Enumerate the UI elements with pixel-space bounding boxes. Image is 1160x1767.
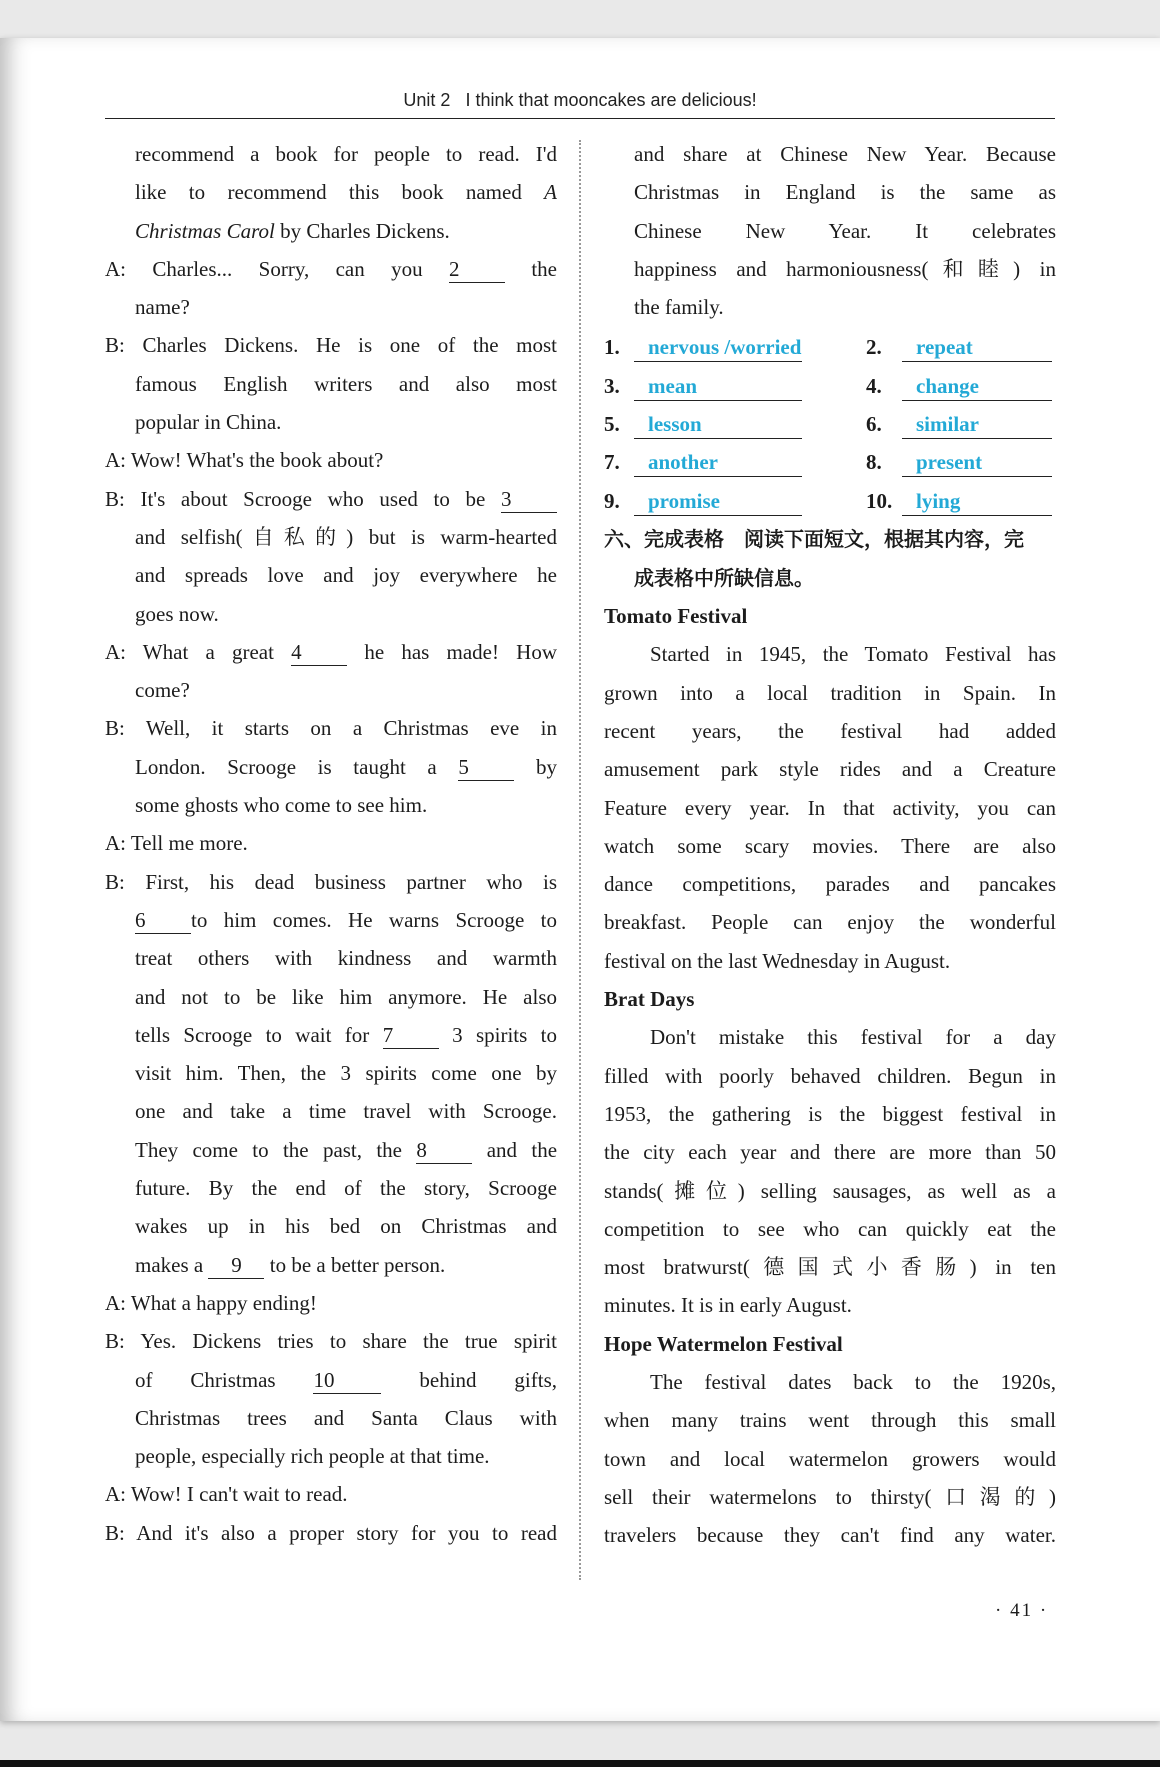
answer-value: present <box>902 448 1052 477</box>
text-line: breakfast. People can enjoy the wonderful <box>604 910 1056 935</box>
dialogue-line <box>105 480 557 518</box>
text-span: like to recommend this book named <box>135 180 522 205</box>
text-span: A: What a great <box>105 639 274 664</box>
unit-title: I think that mooncakes are delicious! <box>465 90 757 110</box>
dialogue-line: and spreads love and joy everywhere he <box>135 563 557 588</box>
bottom-bar <box>0 1760 1160 1767</box>
text-span: behind gifts, <box>419 1367 558 1392</box>
answer-number: 4. <box>866 373 882 398</box>
text-span: the <box>531 256 557 281</box>
blank-3[interactable]: 3 <box>501 486 557 513</box>
dialogue-line <box>105 250 557 288</box>
dialogue-line: goes now. <box>135 601 219 626</box>
text-span: They come to the past, the <box>135 1137 403 1162</box>
page-number: · 41 · <box>995 1600 1049 1621</box>
answer-value: similar <box>902 410 1052 439</box>
blank-7[interactable]: 7 <box>383 1022 439 1049</box>
text-span: B: It's about Scrooge who used to be <box>105 486 486 511</box>
dialogue-line: popular in China. <box>135 410 282 435</box>
text-span: to be a better person. <box>269 1252 446 1277</box>
text-line: stands(摊位) selling sausages, as well as a <box>604 1178 1056 1203</box>
dialogue-line <box>105 748 557 786</box>
text-span: of Christmas <box>135 1367 276 1392</box>
festival-title: Hope Watermelon Festival <box>604 1331 843 1356</box>
text-line: Feature every year. In that activity, you can <box>604 795 1056 820</box>
text-line <box>105 212 557 250</box>
answer-number: 3. <box>604 373 620 398</box>
text-span: London. Scrooge is taught a <box>135 754 437 779</box>
page-header <box>105 90 1055 114</box>
dialogue-line: B: Yes. Dickens tries to share the true spirit <box>105 1329 557 1354</box>
dialogue-line: visit him. Then, the 3 spirits come one by <box>135 1061 557 1086</box>
text-line: recent years, the festival had added <box>604 718 1056 743</box>
text-line: town and local watermelon growers would <box>604 1446 1056 1471</box>
answer-item <box>604 405 802 443</box>
right-column <box>604 135 1056 1555</box>
text-line: Christmas in England is the same as <box>634 180 1056 205</box>
blank-5[interactable]: 5 <box>458 754 514 781</box>
answer-value: change <box>902 372 1052 401</box>
dialogue-line: and selfish(自私的) but is warm-hearted <box>135 524 557 549</box>
text-line: and share at Chinese New Year. Because <box>634 142 1056 166</box>
dialogue-line: wakes up in his bed on Christmas and <box>135 1214 557 1239</box>
answer-item <box>866 482 1052 520</box>
answer-item <box>604 482 802 520</box>
festival-title: Brat Days <box>604 987 695 1012</box>
answer-value: nervous /worried <box>634 333 802 362</box>
text-line: sell their watermelons to thirsty(口渴的) <box>604 1484 1056 1509</box>
dialogue-line: treat others with kindness and warmth <box>135 946 557 971</box>
text-span: 3 spirits to <box>452 1022 558 1047</box>
text-line: minutes. It is in early August. <box>604 1293 852 1318</box>
answer-number: 5. <box>604 412 620 437</box>
festival-title: Tomato Festival <box>604 604 748 629</box>
text-span: by <box>536 754 558 779</box>
dialogue-line: people, especially rich people at that time. <box>135 1444 490 1469</box>
answer-item <box>604 443 802 481</box>
dialogue-line: B: Charles Dickens. He is one of the most <box>105 333 557 358</box>
answer-number: 1. <box>604 335 620 360</box>
left-column <box>105 135 557 1552</box>
text-line: filled with poorly behaved children. Begun in <box>604 1063 1056 1088</box>
answer-item <box>866 328 1052 366</box>
dialogue-line: A: Wow! I can't wait to read. <box>105 1482 348 1507</box>
answer-value: repeat <box>902 333 1052 362</box>
text-line: the family. <box>634 295 724 320</box>
text-line: most bratwurst(德国式小香肠) in ten <box>604 1255 1056 1280</box>
section-heading: 六、完成表格 阅读下面短文，根据其内容，完 <box>604 527 1024 552</box>
dialogue-line: A: Tell me more. <box>105 831 248 856</box>
header-rule <box>105 118 1055 119</box>
answer-value: another <box>634 448 802 477</box>
text-line: Don't mistake this festival for a day <box>650 1025 1056 1050</box>
answer-key <box>604 328 1056 520</box>
unit-label: Unit 2 <box>403 90 451 110</box>
text-line: festival on the last Wednesday in August. <box>604 948 951 973</box>
dialogue-line <box>105 1131 557 1169</box>
column-divider <box>579 140 581 1580</box>
answer-number: 6. <box>866 412 882 437</box>
blank-4[interactable]: 4 <box>291 639 347 666</box>
dialogue-line <box>105 901 557 939</box>
text-line: Chinese New Year. It celebrates <box>634 218 1056 243</box>
text-line: the city each year and there are more than 50 <box>604 1140 1056 1165</box>
dialogue-line <box>105 1016 557 1054</box>
text-line: Started in 1945, the Tomato Festival has <box>650 642 1056 667</box>
text-line: The festival dates back to the 1920s, <box>650 1370 1056 1395</box>
answer-number: 10. <box>866 488 893 513</box>
answer-number: 2. <box>866 335 882 360</box>
text-span: by Charles Dickens. <box>280 218 450 243</box>
dialogue-line <box>105 1361 557 1399</box>
answer-number: 9. <box>604 488 620 513</box>
dialogue-line: future. By the end of the story, Scrooge <box>135 1176 557 1201</box>
answer-item <box>866 367 1052 405</box>
answer-value: lying <box>902 487 1052 516</box>
dialogue-line: B: First, his dead business partner who is <box>105 869 557 894</box>
section-heading-cont: 成表格中所缺信息。 <box>634 565 814 590</box>
text-line: grown into a local tradition in Spain. In <box>604 680 1056 705</box>
blank-2[interactable]: 2 <box>449 256 505 283</box>
text-span: makes a <box>135 1252 204 1277</box>
answer-value: promise <box>634 487 802 516</box>
dialogue-line: one and take a time travel with Scrooge. <box>135 1099 557 1124</box>
text-line: 1953, the gathering is the biggest festival in <box>604 1101 1056 1126</box>
answer-item <box>604 328 802 366</box>
dialogue-line: B: Well, it starts on a Christmas eve in <box>105 716 557 741</box>
dialogue-line: A: What a happy ending! <box>105 1290 317 1315</box>
text-span: he has made! How <box>364 639 557 664</box>
text-line: watch some scary movies. There are also <box>604 833 1056 858</box>
text-line <box>105 173 557 211</box>
answer-item <box>604 367 802 405</box>
dialogue-line <box>105 1246 557 1284</box>
blank-6[interactable]: 6 <box>135 907 191 934</box>
dialogue-line: Christmas trees and Santa Claus with <box>135 1405 557 1430</box>
dialogue-line: and not to be like him anymore. He also <box>135 984 557 1009</box>
text-line: dance competitions, parades and pancakes <box>604 872 1056 897</box>
blank-9[interactable]: 9 <box>208 1252 264 1279</box>
text-line: recommend a book for people to read. I'd <box>135 142 557 166</box>
dialogue-line: name? <box>135 295 190 320</box>
text-span: A: Charles... Sorry, can you <box>105 256 423 281</box>
text-line: amusement park style rides and a Creature <box>604 757 1056 782</box>
book-title-part: A <box>544 180 557 205</box>
text-line: competition to see who can quickly eat the <box>604 1216 1056 1241</box>
dialogue-line: some ghosts who come to see him. <box>135 793 428 818</box>
answer-item <box>866 405 1052 443</box>
text-span: tells Scrooge to wait for <box>135 1022 370 1047</box>
answer-value: mean <box>634 372 802 401</box>
text-line: when many trains went through this small <box>604 1408 1056 1433</box>
dialogue-line <box>105 633 557 671</box>
dialogue-line: famous English writers and also most <box>135 371 557 396</box>
text-line: travelers because they can't find any water. <box>604 1523 1056 1548</box>
dialogue-line: A: Wow! What's the book about? <box>105 448 384 473</box>
text-line: happiness and harmoniousness(和睦) in <box>634 256 1056 281</box>
dialogue-line: come? <box>135 678 190 703</box>
answer-number: 7. <box>604 450 620 475</box>
text-span: and the <box>486 1137 558 1162</box>
book-title: Christmas Carol <box>135 218 275 243</box>
blank-10[interactable]: 10 <box>313 1367 381 1394</box>
answer-item <box>866 443 1052 481</box>
blank-8[interactable]: 8 <box>416 1137 472 1164</box>
text-span: to him comes. He warns Scrooge to <box>191 907 557 932</box>
answer-number: 8. <box>866 450 882 475</box>
answer-value: lesson <box>634 410 802 439</box>
dialogue-line: B: And it's also a proper story for you to read <box>105 1520 557 1545</box>
